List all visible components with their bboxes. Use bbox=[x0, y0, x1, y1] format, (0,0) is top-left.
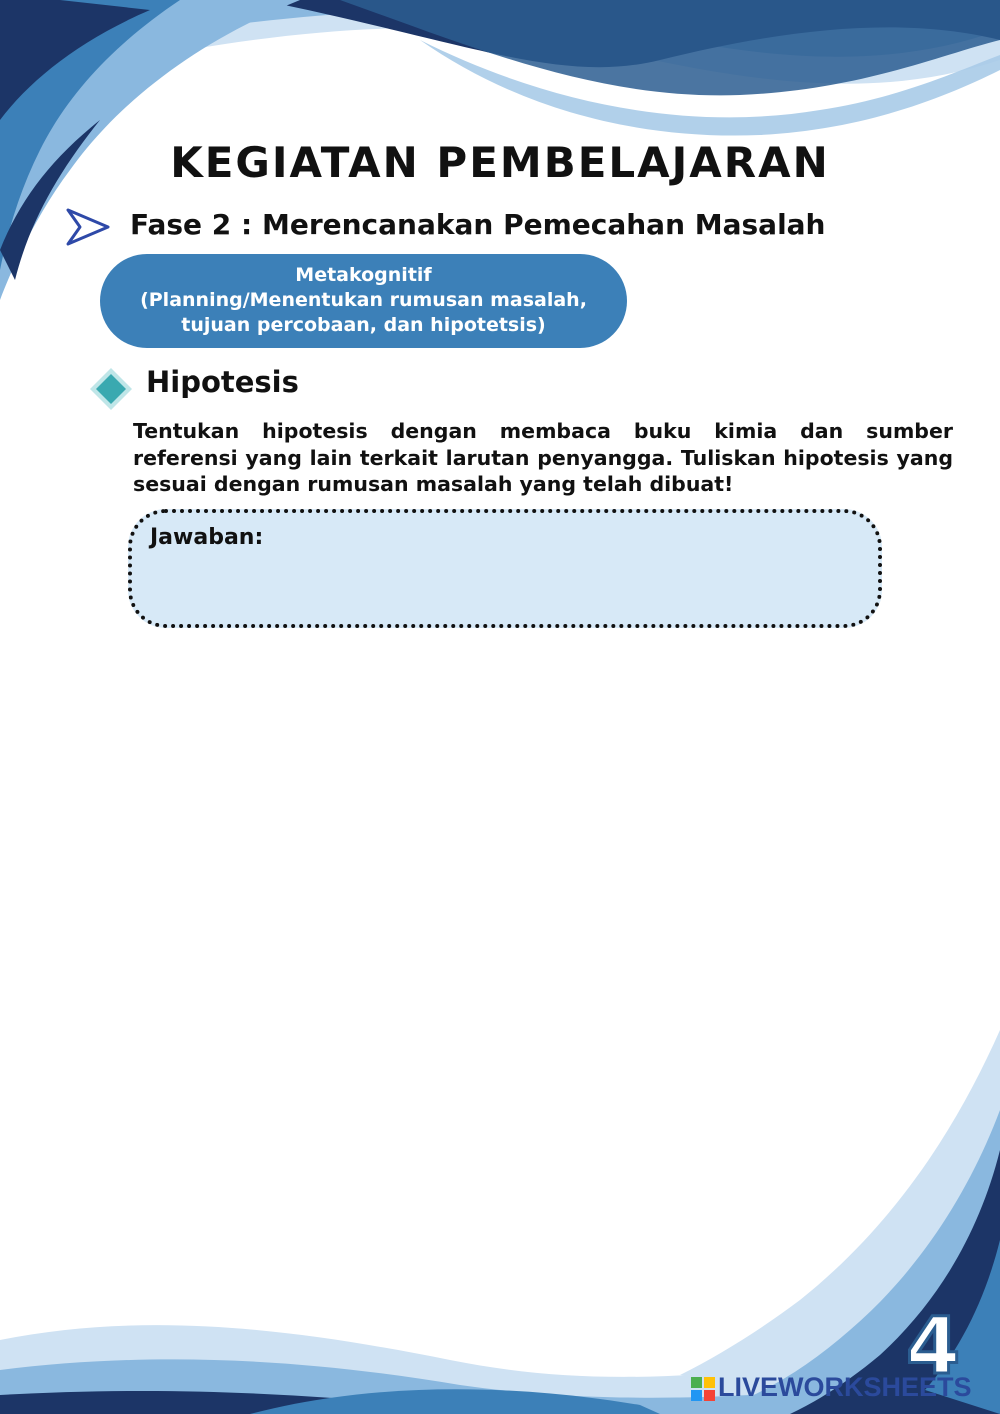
phase-heading: Fase 2 : Merencanakan Pemecahan Masalah bbox=[130, 208, 826, 241]
section-title: Hipotesis bbox=[146, 365, 299, 399]
page-number: 4 bbox=[906, 1302, 961, 1392]
instruction-text: Tentukan hipotesis dengan membaca buku kimia dan sumber referensi yang lain terkait larutan penyangga. Tuliskan hipotesis yang sesuai dengan rumusan masalah yang telah dibuat! bbox=[133, 419, 953, 496]
metacognitive-title: Metakognitif bbox=[295, 264, 432, 286]
diamond-icon bbox=[88, 366, 134, 412]
metacognitive-banner bbox=[100, 254, 627, 348]
page-title: KEGIATAN PEMBELAJARAN bbox=[170, 138, 830, 187]
chevron-arrow-icon bbox=[64, 206, 112, 248]
liveworksheets-logo-icon bbox=[691, 1377, 715, 1401]
liveworksheets-brand[interactable]: LIVEWORKSHEETS bbox=[718, 1372, 972, 1402]
metacognitive-detail-line-2: tujuan percobaan, dan hipotetsis) bbox=[181, 314, 546, 336]
answer-field[interactable] bbox=[128, 509, 882, 628]
metacognitive-detail-line-1: (Planning/Menentukan rumusan masalah, bbox=[140, 289, 587, 311]
answer-label: Jawaban: bbox=[150, 525, 264, 550]
